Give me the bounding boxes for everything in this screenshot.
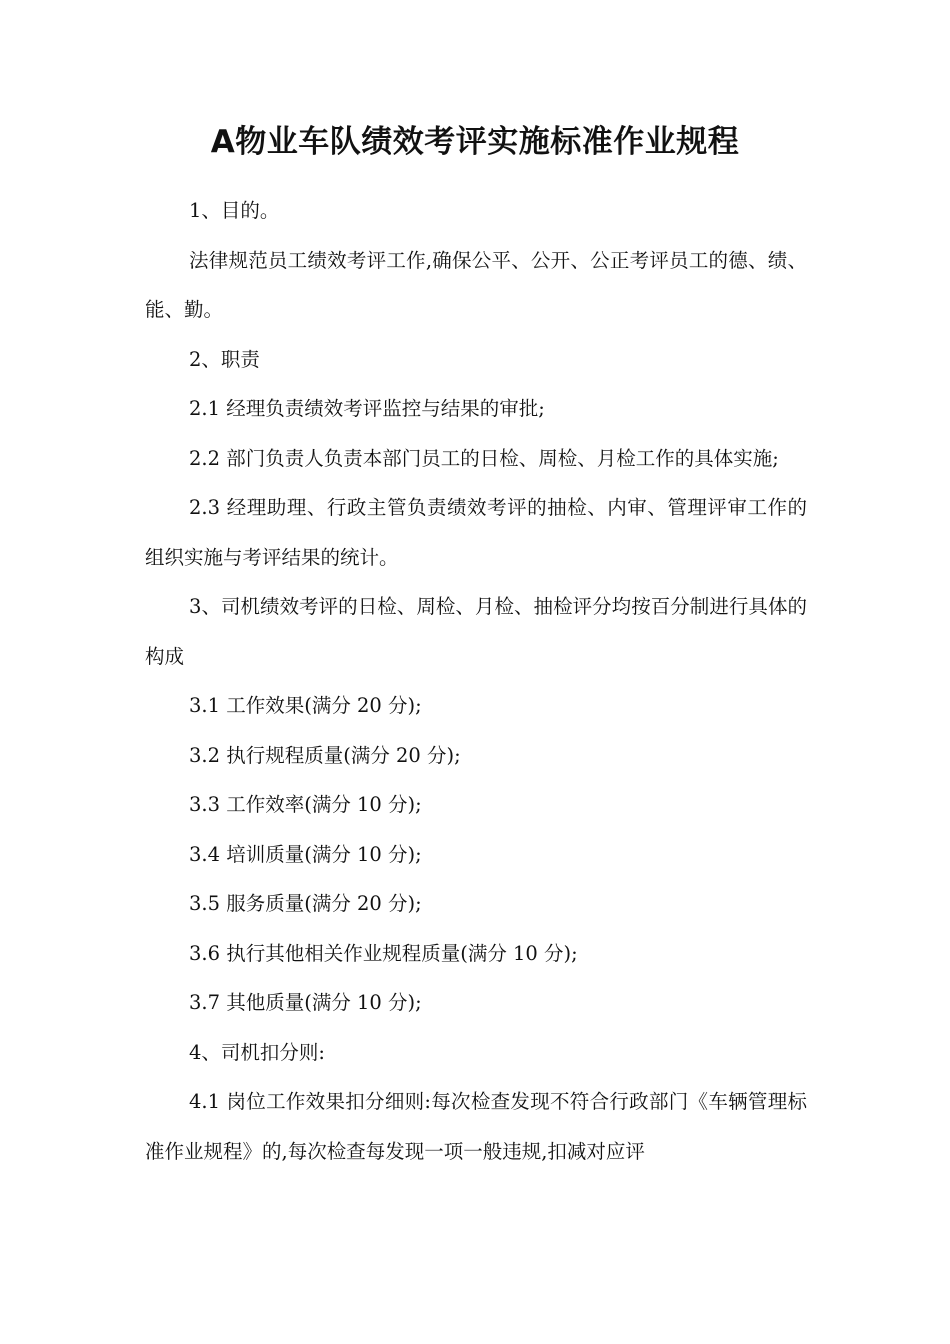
paragraph-duties-heading: 2、职责 — [189, 347, 260, 371]
paragraph-deduction-4-1: 4.1 岗位工作效果扣分细则:每次检查发现不符合行政部门《车辆管理标准作业规程》的,每次检查每发现一项一般违规,扣减对应评 — [145, 1090, 807, 1163]
paragraph-score-3-5: 3.5 服务质量(满分 20 分); — [189, 892, 422, 915]
paragraph-score-3-2: 3.2 执行规程质量(满分 20 分); — [189, 743, 461, 767]
document-title: A物业车队绩效考评实施标准作业规程 — [210, 124, 740, 160]
paragraph-score-3-3: 3.3 工作效率(满分 10 分); — [189, 793, 422, 816]
paragraph-duty-2-3: 2.3 经理助理、行政主管负责绩效考评的抽检、内审、管理评审工作的组织实施与考评结果的统计。 — [145, 496, 807, 569]
paragraph-purpose-text: 法律规范员工绩效考评工作,确保公平、公开、公正考评员工的德、绩、能、勤。 — [145, 248, 807, 321]
paragraph-duty-2-1: 2.1 经理负责绩效考评监控与结果的审批; — [189, 397, 545, 420]
paragraph-score-3-7: 3.7 其他质量(满分 10 分); — [189, 991, 422, 1014]
paragraph-score-3-1: 3.1 工作效果(满分 20 分); — [189, 694, 422, 717]
paragraph-deduction-heading: 4、司机扣分则: — [189, 1040, 325, 1064]
paragraph-score-3-4: 3.4 培训质量(满分 10 分); — [189, 842, 422, 866]
paragraph-scoring-heading: 3、司机绩效考评的日检、周检、月检、抽检评分均按百分制进行具体的构成 — [145, 595, 807, 668]
document-body — [145, 186, 807, 1176]
paragraph-purpose-heading: 1、目的。 — [189, 199, 280, 222]
paragraph-duty-2-2: 2.2 部门负责人负责本部门员工的日检、周检、月检工作的具体实施; — [189, 446, 779, 470]
paragraph-score-3-6: 3.6 执行其他相关作业规程质量(满分 10 分); — [189, 941, 578, 965]
